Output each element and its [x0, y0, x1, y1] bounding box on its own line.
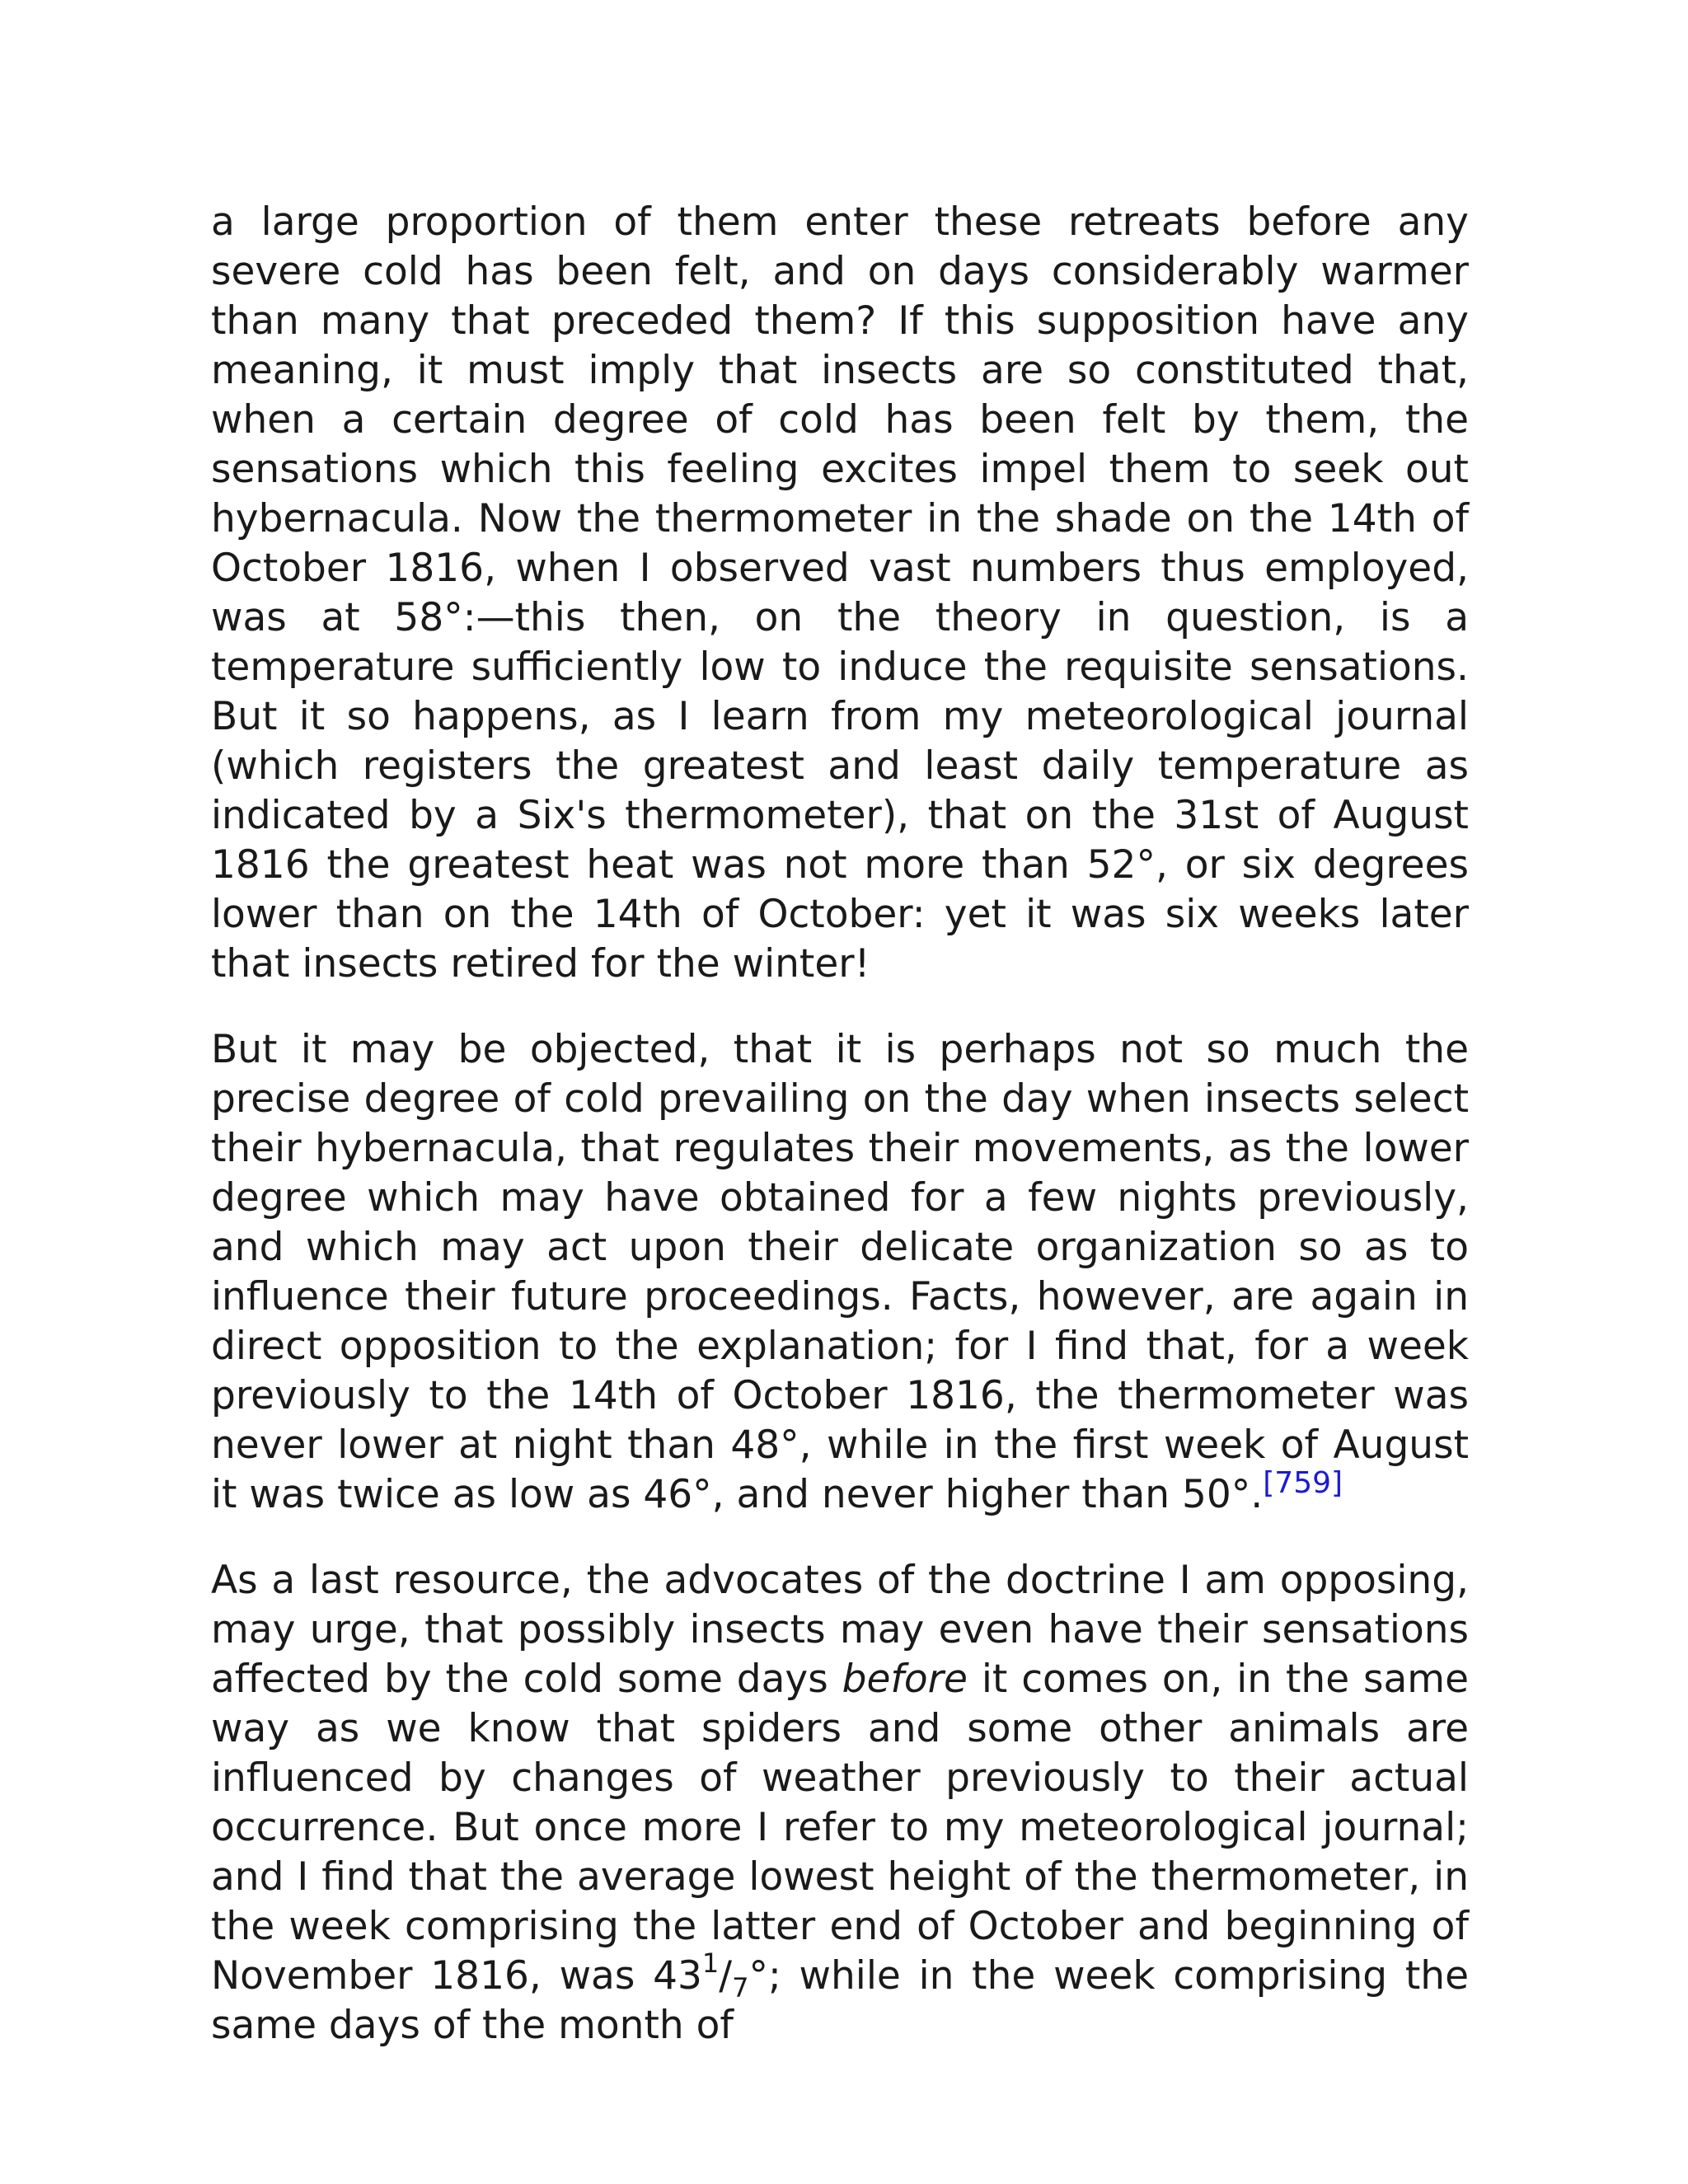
fraction-slash: / [719, 1953, 733, 1999]
paragraph-3 [211, 1556, 1469, 2050]
paragraph-3-text-before: As a last resource, the advocates of the doctrine I am opposing, may urge, that possibly insects may even have their sensations affected by the cold some days [211, 1558, 1469, 1702]
paragraph-3-text-end: ; while in the week comprising the same days of the month of [211, 1953, 1469, 2048]
fraction-numerator: 1 [701, 1947, 720, 1979]
emphasis-before: before [842, 1657, 968, 1702]
footnote-link-759[interactable]: [759] [1263, 1466, 1343, 1500]
paragraph-1 [211, 198, 1469, 989]
fraction-whole: 43 [653, 1953, 702, 1999]
paragraph-2-text: But it may be objected, that it is perhaps not so much the precise degree of cold prevailing on the day when insects select their hybernacula, that regulates their movements, as the lower degree which may have obtained for a few nights previously, and which may act upon their delicate organization so as to influence their future proceedings. Facts, however, are again in direct opposition to the explanation; for I find that, for a week previously to the 14th of October 1816, the thermometer was never lower at night than 48°, while in the first week of August it was twice as low as 46°, and never higher than 50°. [211, 1027, 1469, 1517]
document-page [211, 198, 1469, 2050]
fraction-value [653, 1947, 768, 2004]
fraction-denominator: 7 [732, 1972, 749, 2004]
fraction-unit: ° [748, 1953, 768, 1999]
paragraph-2 [211, 1025, 1469, 1520]
paragraph-3-text-after: it comes on, in the same way as we know that spiders and some other animals are influenced by changes of weather previously to their actual occurrence. But once more I refer to my meteorological journal; and I find that the average lowest height of the thermometer, in the week comprising the latter end of October and beginning of November 1816, was [211, 1657, 1469, 1999]
paragraph-1-text: a large proportion of them enter these retreats before any severe cold has been felt, and on days considerably warmer than many that preceded them? If this supposition have any meaning, it must imply that insects are so constituted that, when a certain degree of cold has been felt by them, the sensations which this feeling excites impel them to seek out hybernacula. Now the thermometer in the shade on the 14th of October 1816, when I observed vast numbers thus employed, was at 58°:—this then, on the theory in question, is a temperature sufficiently low to induce the requisite sensations. But it so happens, as I learn from my meteorological journal (which registers the greatest and least daily temperature as indicated by a Six's thermometer), that on the 31st of August 1816 the greatest heat was not more than 52°, or six degrees lower than on the 14th of October: yet it was six weeks later that insects retired for the winter! [211, 199, 1469, 987]
